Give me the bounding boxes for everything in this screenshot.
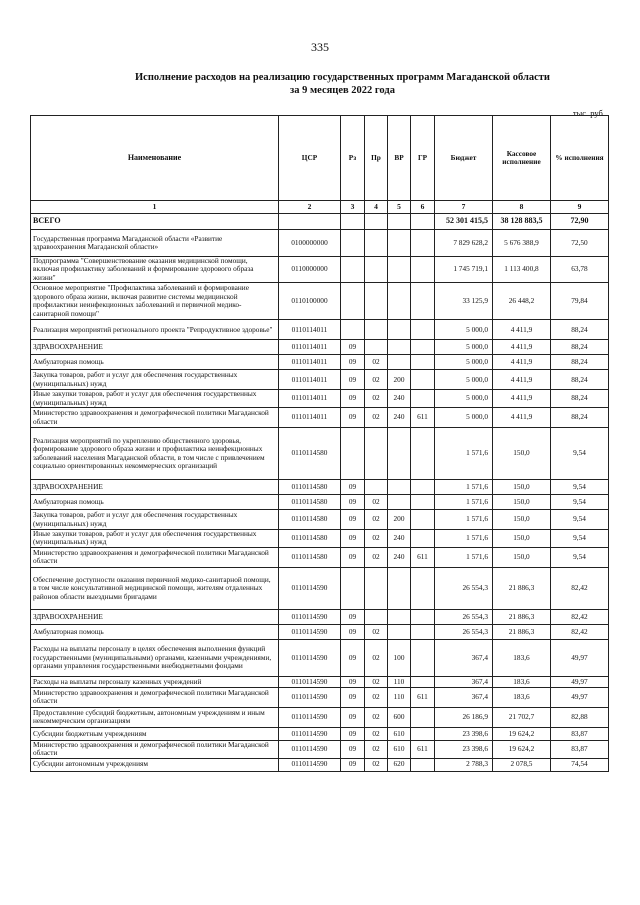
- table-body: [31, 230, 609, 772]
- row-pr: 02: [365, 408, 388, 428]
- row-vr: 200: [388, 370, 411, 390]
- row-name: Субсидии автономным учреждениям: [31, 758, 279, 771]
- row-pct: 9,54: [551, 495, 609, 510]
- row-pct: 9,54: [551, 480, 609, 495]
- row-gr: [411, 257, 435, 283]
- row-pct: 49,97: [551, 639, 609, 676]
- row-rz: 09: [341, 510, 365, 530]
- row-pct: 82,88: [551, 707, 609, 727]
- row-pr: [365, 257, 388, 283]
- row-csr: 0110100000: [279, 283, 341, 320]
- row-name: Амбулаторная помощь: [31, 624, 279, 639]
- column-number-row: [31, 201, 609, 214]
- row-pct: 9,54: [551, 510, 609, 530]
- row-vr: [388, 230, 411, 257]
- row-pct: 9,54: [551, 547, 609, 567]
- row-csr: 0110114590: [279, 639, 341, 676]
- row-rz: [341, 428, 365, 480]
- row-pr: [365, 428, 388, 480]
- row-pr: 02: [365, 727, 388, 740]
- table-row: [31, 707, 609, 727]
- row-cash: 150,0: [493, 495, 551, 510]
- row-pr: 02: [365, 530, 388, 548]
- row-pr: 02: [365, 495, 388, 510]
- row-gr: [411, 567, 435, 609]
- row-gr: [411, 609, 435, 624]
- row-vr: 240: [388, 530, 411, 548]
- row-gr: 611: [411, 547, 435, 567]
- row-csr: 0100000000: [279, 230, 341, 257]
- row-pct: 74,54: [551, 758, 609, 771]
- row-vr: [388, 257, 411, 283]
- row-vr: 610: [388, 727, 411, 740]
- row-pct: 88,24: [551, 370, 609, 390]
- table-row: [31, 639, 609, 676]
- table-row: [31, 758, 609, 771]
- row-rz: 09: [341, 609, 365, 624]
- row-rz: 09: [341, 495, 365, 510]
- row-cash: 150,0: [493, 428, 551, 480]
- row-name: Иные закупки товаров, работ и услуг для обеспечения государственных (муниципальных) нужд: [31, 390, 279, 408]
- row-budget: 367,4: [435, 639, 493, 676]
- table-row: [31, 320, 609, 340]
- row-rz: 09: [341, 758, 365, 771]
- row-cash: 1 113 400,8: [493, 257, 551, 283]
- row-rz: 09: [341, 547, 365, 567]
- row-name: Министерство здравоохранения и демографической политики Магаданской области: [31, 547, 279, 567]
- row-name: Государственная программа Магаданской области «Развитие здравоохранения Магаданской области»: [31, 230, 279, 257]
- row-cash: 4 411,9: [493, 355, 551, 370]
- row-budget: 367,4: [435, 676, 493, 687]
- row-pct: 82,42: [551, 624, 609, 639]
- row-pr: 02: [365, 510, 388, 530]
- row-gr: [411, 230, 435, 257]
- row-cash: 183,6: [493, 639, 551, 676]
- row-name: Закупка товаров, работ и услуг для обеспечения государственных (муниципальных) нужд: [31, 510, 279, 530]
- table-row: [31, 408, 609, 428]
- row-pct: 79,84: [551, 283, 609, 320]
- row-rz: 09: [341, 740, 365, 758]
- row-name: Реализация мероприятий по укреплению общественного здоровья, формирование здорового образа жизни и профилактика неинфекционных заболеваний населения Магаданской области, в том числе с привлечением социально ориентированных некоммерческих организаций: [31, 428, 279, 480]
- row-budget: 23 398,6: [435, 740, 493, 758]
- row-name: Министерство здравоохранения и демографической политики Магаданской области: [31, 408, 279, 428]
- header-vr: ВР: [388, 116, 411, 201]
- row-rz: 09: [341, 390, 365, 408]
- row-vr: 610: [388, 740, 411, 758]
- column-number: 5: [388, 201, 411, 214]
- table-row: [31, 609, 609, 624]
- row-gr: [411, 707, 435, 727]
- table-row: [31, 740, 609, 758]
- row-csr: 0110114590: [279, 707, 341, 727]
- row-pct: 88,24: [551, 320, 609, 340]
- table-row: [31, 687, 609, 707]
- row-csr: 0110114011: [279, 355, 341, 370]
- document-title: [60, 71, 625, 97]
- row-csr: 0110114580: [279, 530, 341, 548]
- row-csr: 0110114011: [279, 408, 341, 428]
- table-row: [31, 510, 609, 530]
- row-vr: 620: [388, 758, 411, 771]
- row-pct: 88,24: [551, 408, 609, 428]
- row-name: ЗДРАВООХРАНЕНИЕ: [31, 340, 279, 355]
- row-cash: 19 624,2: [493, 727, 551, 740]
- row-vr: 110: [388, 676, 411, 687]
- row-name: Субсидии бюджетным учреждениям: [31, 727, 279, 740]
- row-gr: [411, 370, 435, 390]
- total-budget: 52 301 415,5: [435, 214, 493, 230]
- row-gr: [411, 320, 435, 340]
- row-pr: 02: [365, 676, 388, 687]
- row-budget: 1 745 719,1: [435, 257, 493, 283]
- row-csr: 0110114590: [279, 676, 341, 687]
- row-vr: [388, 609, 411, 624]
- table-row: [31, 727, 609, 740]
- column-number: 4: [365, 201, 388, 214]
- row-cash: 21 886,3: [493, 624, 551, 639]
- title-line-1: Исполнение расходов на реализацию государственных программ Магаданской области: [135, 72, 550, 83]
- row-rz: 09: [341, 340, 365, 355]
- header-row: [31, 116, 609, 201]
- column-number: 7: [435, 201, 493, 214]
- row-rz: 09: [341, 480, 365, 495]
- row-pr: [365, 230, 388, 257]
- row-rz: 09: [341, 530, 365, 548]
- row-pct: 82,42: [551, 609, 609, 624]
- table-row: [31, 390, 609, 408]
- row-gr: 611: [411, 740, 435, 758]
- row-budget: 5 000,0: [435, 370, 493, 390]
- row-gr: [411, 727, 435, 740]
- row-csr: 0110114580: [279, 547, 341, 567]
- row-cash: 4 411,9: [493, 370, 551, 390]
- table-row: [31, 495, 609, 510]
- row-pct: 49,97: [551, 676, 609, 687]
- column-number: 8: [493, 201, 551, 214]
- row-vr: 240: [388, 547, 411, 567]
- row-pct: 88,24: [551, 340, 609, 355]
- row-csr: 0110114580: [279, 510, 341, 530]
- row-rz: 09: [341, 639, 365, 676]
- row-gr: [411, 639, 435, 676]
- row-name: Расходы на выплаты персоналу в целях обеспечения выполнения функций государственными (муниципальными) органами, казенными учреждениями, органами управления государственными внебюджетными фондами: [31, 639, 279, 676]
- row-vr: [388, 624, 411, 639]
- row-name: Реализация мероприятий регионального проекта "Репродуктивное здоровье": [31, 320, 279, 340]
- row-csr: 0110114011: [279, 320, 341, 340]
- row-csr: 0110114590: [279, 624, 341, 639]
- row-pct: 49,97: [551, 687, 609, 707]
- row-cash: 5 676 388,9: [493, 230, 551, 257]
- row-pr: [365, 567, 388, 609]
- table-row: [31, 355, 609, 370]
- row-cash: 21 886,3: [493, 567, 551, 609]
- table-row: [31, 676, 609, 687]
- row-csr: 0110114580: [279, 495, 341, 510]
- row-gr: [411, 480, 435, 495]
- row-csr: 0110114580: [279, 480, 341, 495]
- row-budget: 1 571,6: [435, 428, 493, 480]
- row-cash: 150,0: [493, 547, 551, 567]
- row-budget: 33 125,9: [435, 283, 493, 320]
- row-rz: [341, 257, 365, 283]
- row-budget: 26 554,3: [435, 567, 493, 609]
- expenditure-table: [30, 115, 609, 772]
- row-pct: 9,54: [551, 530, 609, 548]
- header-name: Наименование: [31, 116, 279, 201]
- row-rz: 09: [341, 707, 365, 727]
- row-pct: 83,87: [551, 727, 609, 740]
- table-row: [31, 370, 609, 390]
- row-pr: 02: [365, 355, 388, 370]
- row-budget: 1 571,6: [435, 547, 493, 567]
- row-name: Обеспечение доступности оказания первичной медико-санитарной помощи, в том числе консультативной медицинской помощи, жителям отдаленных районов области выездными бригадами: [31, 567, 279, 609]
- row-rz: 09: [341, 727, 365, 740]
- table-row: [31, 340, 609, 355]
- table-row: [31, 283, 609, 320]
- row-pct: 88,24: [551, 390, 609, 408]
- row-budget: 1 571,6: [435, 480, 493, 495]
- header-cash: Кассовое исполнение: [493, 116, 551, 201]
- row-pct: 82,42: [551, 567, 609, 609]
- header-pr: Пр: [365, 116, 388, 201]
- row-pr: 02: [365, 639, 388, 676]
- row-cash: 4 411,9: [493, 340, 551, 355]
- row-pr: 02: [365, 758, 388, 771]
- row-pr: [365, 480, 388, 495]
- row-rz: 09: [341, 687, 365, 707]
- row-vr: [388, 283, 411, 320]
- row-vr: 100: [388, 639, 411, 676]
- row-vr: 200: [388, 510, 411, 530]
- row-csr: 0110114011: [279, 390, 341, 408]
- column-number: 6: [411, 201, 435, 214]
- column-number: 3: [341, 201, 365, 214]
- row-gr: [411, 428, 435, 480]
- row-vr: [388, 567, 411, 609]
- row-gr: 611: [411, 408, 435, 428]
- row-pr: [365, 320, 388, 340]
- row-budget: 7 829 628,2: [435, 230, 493, 257]
- row-budget: 5 000,0: [435, 390, 493, 408]
- row-rz: 09: [341, 624, 365, 639]
- row-cash: 26 448,2: [493, 283, 551, 320]
- row-name: Министерство здравоохранения и демографической политики Магаданской области: [31, 687, 279, 707]
- table-row: [31, 547, 609, 567]
- total-pct: 72,90: [551, 214, 609, 230]
- row-budget: 26 186,9: [435, 707, 493, 727]
- row-cash: 4 411,9: [493, 320, 551, 340]
- column-number: 2: [279, 201, 341, 214]
- row-gr: [411, 495, 435, 510]
- row-rz: [341, 567, 365, 609]
- row-budget: 1 571,6: [435, 530, 493, 548]
- row-budget: 26 554,3: [435, 624, 493, 639]
- row-pct: 9,54: [551, 428, 609, 480]
- total-label: ВСЕГО: [31, 214, 279, 230]
- row-pr: [365, 609, 388, 624]
- row-csr: 0110114011: [279, 340, 341, 355]
- row-pr: 02: [365, 547, 388, 567]
- row-cash: 21 702,7: [493, 707, 551, 727]
- row-name: Подпрограмма "Совершенствование оказания медицинской помощи, включая профилактику заболеваний и формирование здорового образа жизни": [31, 257, 279, 283]
- row-pr: [365, 283, 388, 320]
- row-csr: 0110114590: [279, 727, 341, 740]
- table-row: [31, 428, 609, 480]
- row-pr: [365, 340, 388, 355]
- table-row: [31, 624, 609, 639]
- header-budget: Бюджет: [435, 116, 493, 201]
- row-name: Амбулаторная помощь: [31, 355, 279, 370]
- row-csr: 0110114590: [279, 609, 341, 624]
- row-pr: 02: [365, 370, 388, 390]
- column-number: 9: [551, 201, 609, 214]
- table-row: [31, 257, 609, 283]
- row-gr: [411, 624, 435, 639]
- row-csr: 0110114590: [279, 567, 341, 609]
- row-name: ЗДРАВООХРАНЕНИЕ: [31, 480, 279, 495]
- table-row: [31, 530, 609, 548]
- row-csr: 0110114590: [279, 687, 341, 707]
- row-vr: 600: [388, 707, 411, 727]
- title-line-2: за 9 месяцев 2022 года: [290, 85, 395, 96]
- row-budget: 1 571,6: [435, 495, 493, 510]
- table-row: [31, 480, 609, 495]
- row-rz: 09: [341, 355, 365, 370]
- table-row: [31, 230, 609, 257]
- row-budget: 5 000,0: [435, 355, 493, 370]
- row-gr: [411, 283, 435, 320]
- row-cash: 150,0: [493, 530, 551, 548]
- row-gr: [411, 355, 435, 370]
- row-pct: 63,78: [551, 257, 609, 283]
- row-vr: [388, 495, 411, 510]
- row-pr: 02: [365, 687, 388, 707]
- row-vr: [388, 428, 411, 480]
- column-number: 1: [31, 201, 279, 214]
- row-pct: 88,24: [551, 355, 609, 370]
- row-pr: 02: [365, 624, 388, 639]
- row-cash: 4 411,9: [493, 408, 551, 428]
- row-cash: 2 078,5: [493, 758, 551, 771]
- row-vr: [388, 355, 411, 370]
- total-cash: 38 128 883,5: [493, 214, 551, 230]
- row-name: ЗДРАВООХРАНЕНИЕ: [31, 609, 279, 624]
- row-budget: 5 000,0: [435, 340, 493, 355]
- row-rz: 09: [341, 370, 365, 390]
- header-gr: ГР: [411, 116, 435, 201]
- row-csr: 0110114590: [279, 758, 341, 771]
- row-rz: 09: [341, 676, 365, 687]
- row-cash: 183,6: [493, 687, 551, 707]
- row-csr: 0110114580: [279, 428, 341, 480]
- row-rz: 09: [341, 408, 365, 428]
- row-name: Иные закупки товаров, работ и услуг для обеспечения государственных (муниципальных) нужд: [31, 530, 279, 548]
- row-gr: [411, 390, 435, 408]
- row-name: Расходы на выплаты персоналу казенных учреждений: [31, 676, 279, 687]
- row-pr: 02: [365, 390, 388, 408]
- header-pct: % исполнения: [551, 116, 609, 201]
- row-vr: 110: [388, 687, 411, 707]
- unit-label: тыс. руб.: [572, 108, 605, 118]
- row-vr: [388, 480, 411, 495]
- row-budget: 5 000,0: [435, 320, 493, 340]
- header-csr: ЦСР: [279, 116, 341, 201]
- row-pct: 72,50: [551, 230, 609, 257]
- row-cash: 150,0: [493, 480, 551, 495]
- row-pr: 02: [365, 707, 388, 727]
- row-budget: 26 554,3: [435, 609, 493, 624]
- row-pct: 83,87: [551, 740, 609, 758]
- row-name: Основное мероприятие "Профилактика заболеваний и формирование здорового образа жизни, включая развитие системы медицинской профилактики неинфекционных заболеваний и первичной медико-санитарной помощи": [31, 283, 279, 320]
- row-csr: 0110114590: [279, 740, 341, 758]
- row-vr: [388, 340, 411, 355]
- row-cash: 4 411,9: [493, 390, 551, 408]
- row-gr: [411, 530, 435, 548]
- row-gr: [411, 510, 435, 530]
- row-gr: [411, 758, 435, 771]
- row-cash: 150,0: [493, 510, 551, 530]
- row-vr: [388, 320, 411, 340]
- row-rz: [341, 230, 365, 257]
- row-pr: 02: [365, 740, 388, 758]
- row-budget: 367,4: [435, 687, 493, 707]
- row-gr: [411, 340, 435, 355]
- row-cash: 21 886,3: [493, 609, 551, 624]
- row-budget: 2 788,3: [435, 758, 493, 771]
- row-budget: 1 571,6: [435, 510, 493, 530]
- row-name: Закупка товаров, работ и услуг для обеспечения государственных (муниципальных) нужд: [31, 370, 279, 390]
- row-budget: 23 398,6: [435, 727, 493, 740]
- row-vr: 240: [388, 408, 411, 428]
- row-budget: 5 000,0: [435, 408, 493, 428]
- row-rz: [341, 283, 365, 320]
- page-number: 335: [311, 40, 329, 54]
- row-cash: 183,6: [493, 676, 551, 687]
- row-name: Амбулаторная помощь: [31, 495, 279, 510]
- row-rz: [341, 320, 365, 340]
- header-rz: Рз: [341, 116, 365, 201]
- total-row: [31, 214, 609, 230]
- row-gr: [411, 676, 435, 687]
- row-name: Министерство здравоохранения и демографической политики Магаданской области: [31, 740, 279, 758]
- table-row: [31, 567, 609, 609]
- row-csr: 0110000000: [279, 257, 341, 283]
- row-name: Предоставление субсидий бюджетным, автономным учреждениям и иным некоммерческим организациям: [31, 707, 279, 727]
- row-cash: 19 624,2: [493, 740, 551, 758]
- row-gr: 611: [411, 687, 435, 707]
- row-vr: 240: [388, 390, 411, 408]
- row-csr: 0110114011: [279, 370, 341, 390]
